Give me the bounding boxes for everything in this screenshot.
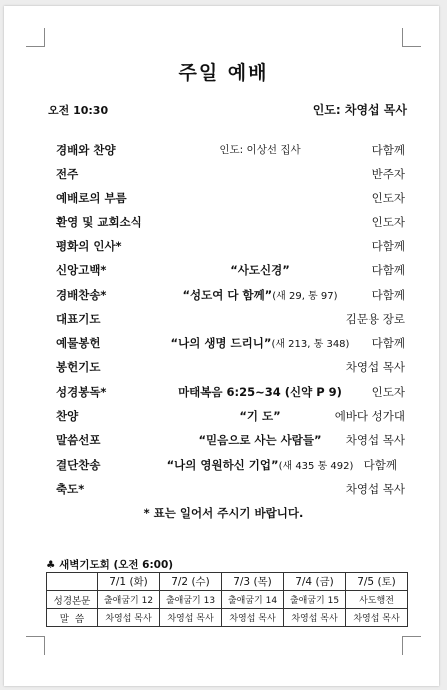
preacher-cell: 차영섭 목사 (284, 609, 346, 627)
preacher-cell: 차영섭 목사 (346, 609, 408, 627)
order-label: 찬양 (56, 409, 79, 423)
order-performer: 반주자 (371, 167, 405, 181)
table-header-row (47, 573, 408, 591)
order-label: 결단찬송 (56, 458, 101, 472)
order-row (0, 166, 447, 186)
crop-mark-top-left (26, 28, 45, 47)
order-detail-title: “믿음으로 사는 사람들” (198, 433, 322, 447)
scripture-cell: 출애굽기 13 (160, 591, 222, 609)
order-detail-text: 인도: 이상선 집사 (219, 144, 301, 156)
order-row (0, 432, 447, 452)
order-detail-note: (새 435 통 492) (278, 461, 354, 472)
order-row (0, 359, 447, 379)
order-detail-note: (새 29, 통 97) (272, 291, 338, 302)
order-row (0, 190, 447, 210)
row-label-cell: 말 씀 (47, 609, 98, 627)
order-detail (150, 262, 370, 278)
table-corner-cell (47, 573, 98, 591)
order-label: 성경봉독* (56, 385, 107, 399)
dawn-prayer-table (46, 572, 408, 627)
order-performer: 다함께 (371, 239, 405, 253)
order-row (0, 335, 447, 355)
order-performer: 다함께 (371, 143, 405, 157)
order-detail-title: “나의 영원하신 기업” (166, 458, 279, 472)
order-label: 말씀선포 (56, 433, 101, 447)
order-performer: 다함께 (363, 458, 397, 472)
scripture-cell: 출애굽기 14 (222, 591, 284, 609)
order-label: 전주 (56, 167, 79, 181)
order-performer: 다함께 (371, 288, 405, 302)
order-detail-title: 마태복음 6:25~34 (신약 P 9) (178, 385, 342, 399)
order-performer: 다함께 (371, 336, 405, 350)
order-detail (150, 432, 370, 448)
order-performer: 다함께 (371, 263, 405, 277)
order-label: 경배찬송* (56, 288, 107, 302)
crop-mark-bottom-right (402, 636, 421, 655)
table-row (47, 609, 408, 627)
order-row (0, 457, 447, 477)
order-detail-title: “나의 생명 드리니” (170, 336, 272, 350)
order-row (0, 408, 447, 428)
order-performer: 인도자 (371, 215, 405, 229)
order-detail-title: “기 도” (239, 409, 281, 423)
order-row (0, 311, 447, 331)
order-detail-note: (새 213, 통 348) (271, 339, 350, 350)
order-detail-title: “성도여 다 함께” (182, 288, 273, 302)
order-label: 축도* (56, 482, 85, 496)
scripture-cell: 출애굽기 12 (98, 591, 160, 609)
scripture-cell: 출애굽기 15 (284, 591, 346, 609)
page-title: 주일 예배 (178, 62, 269, 84)
order-row (0, 384, 447, 404)
order-label: 경배와 찬양 (56, 143, 116, 157)
table-row (47, 591, 408, 609)
order-performer: 차영섭 목사 (345, 360, 405, 374)
order-label: 봉헌기도 (56, 360, 101, 374)
date-cell: 7/5 (토) (346, 573, 408, 591)
standing-notice: * 표는 일어서 주시기 바랍니다. (143, 506, 304, 520)
crop-mark-bottom-left (26, 636, 45, 655)
date-cell: 7/1 (화) (98, 573, 160, 591)
order-row (0, 262, 447, 282)
order-detail (150, 335, 370, 351)
order-label: 신앙고백* (56, 263, 107, 277)
service-leader: 인도: 차영섭 목사 (312, 103, 407, 117)
order-row (0, 481, 447, 501)
order-row (0, 238, 447, 258)
order-label: 예물봉헌 (56, 336, 101, 350)
preacher-cell: 차영섭 목사 (98, 609, 160, 627)
crop-mark-top-right (402, 28, 421, 47)
preacher-cell: 차영섭 목사 (222, 609, 284, 627)
preacher-cell: 차영섭 목사 (160, 609, 222, 627)
row-label-cell: 성경본문 (47, 591, 98, 609)
order-detail (150, 384, 370, 400)
order-performer: 인도자 (371, 385, 405, 399)
order-label: 대표기도 (56, 312, 101, 326)
order-detail-title: “사도신경” (230, 263, 290, 277)
order-performer: 차영섭 목사 (345, 482, 405, 496)
dawn-prayer-heading: ♣ 새벽기도회 (오전 6:00) (46, 559, 174, 571)
order-label: 평화의 인사* (56, 239, 122, 253)
date-cell: 7/2 (수) (160, 573, 222, 591)
order-detail (150, 287, 370, 303)
order-label: 환영 및 교회소식 (56, 215, 142, 229)
order-performer: 차영섭 목사 (345, 433, 405, 447)
order-detail (150, 142, 370, 157)
order-performer: 인도자 (371, 191, 405, 205)
date-cell: 7/4 (금) (284, 573, 346, 591)
scripture-cell: 사도행전 (346, 591, 408, 609)
service-time: 오전 10:30 (48, 104, 109, 117)
order-row (0, 142, 447, 162)
order-detail (150, 457, 370, 473)
order-performer: 김문용 장로 (345, 312, 405, 326)
order-label: 예배로의 부름 (56, 191, 127, 205)
order-performer: 에바다 성가대 (334, 409, 405, 423)
date-cell: 7/3 (목) (222, 573, 284, 591)
order-row (0, 287, 447, 307)
order-row (0, 214, 447, 234)
